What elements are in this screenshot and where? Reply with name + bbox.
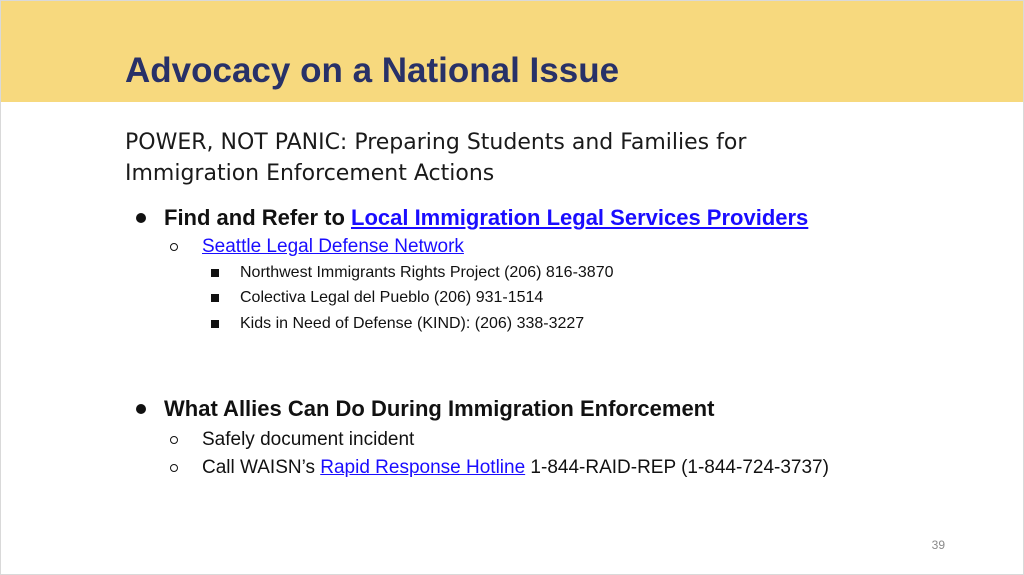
provider-item-1: Northwest Immigrants Rights Project (206) 816-3870 xyxy=(240,264,614,281)
call-waisn-suffix: 1-844-RAID-REP (1-844-724-3737) xyxy=(525,457,829,478)
square-bullet-icon xyxy=(211,269,219,277)
hollow-circle-bullet-icon xyxy=(170,464,178,472)
rapid-response-hotline-link[interactable]: Rapid Response Hotline xyxy=(320,457,526,478)
filled-circle-bullet-icon xyxy=(136,404,146,414)
square-bullet-icon xyxy=(211,320,219,328)
provider-item-3: Kids in Need of Defense (KIND): (206) 338-3227 xyxy=(240,315,585,332)
slide-title: Advocacy on a National Issue xyxy=(125,51,620,90)
square-bullet-icon xyxy=(211,294,219,302)
section1-heading-prefix: Find and Refer to xyxy=(164,205,351,230)
seattle-legal-defense-network-link[interactable]: Seattle Legal Defense Network xyxy=(202,236,464,257)
filled-circle-bullet-icon xyxy=(136,213,146,223)
hollow-circle-bullet-icon xyxy=(170,243,178,251)
call-waisn-item xyxy=(202,455,829,481)
safely-document-item: Safely document incident xyxy=(202,429,415,450)
page-number: 39 xyxy=(931,538,945,552)
slide-subtitle xyxy=(125,127,925,189)
section1-heading xyxy=(164,204,808,232)
call-waisn-prefix: Call WAISN’s xyxy=(202,457,321,478)
subtitle-line-2: Immigration Enforcement Actions xyxy=(125,161,495,186)
hollow-circle-bullet-icon xyxy=(170,436,178,444)
local-legal-services-link[interactable]: Local Immigration Legal Services Providers xyxy=(351,205,809,230)
subtitle-line-1: POWER, NOT PANIC: Preparing Students and Families for xyxy=(125,130,747,155)
provider-item-2: Colectiva Legal del Pueblo (206) 931-1514 xyxy=(240,289,544,306)
section2-heading: What Allies Can Do During Immigration Enforcement xyxy=(164,396,715,421)
